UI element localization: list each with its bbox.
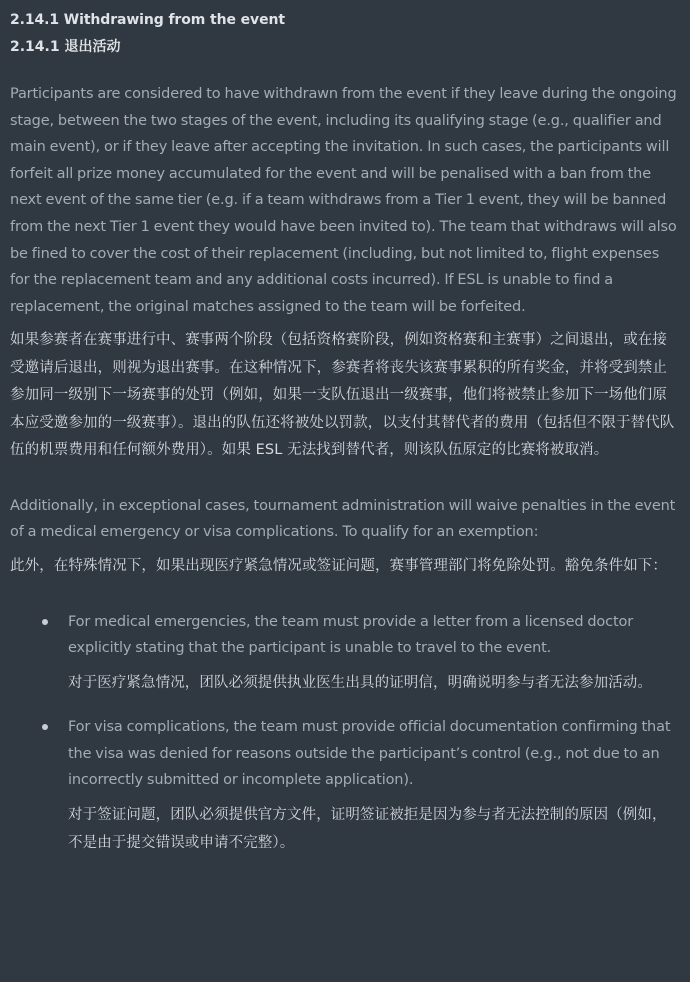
withdrawal-paragraph-en: Participants are considered to have withdrawn from the event if they leave during the ongoing stage, between the two stages of the event, including its qualifying stage (e.g., qualifier and main event), or if they leave after accepting the invitation. In such cases, the participants will forfeit all prize money accumulated for the event and will be penalised with a ban from the next event of the same tier (e.g. if a team withdraws from a Tier 1 event, they will be banned from the next Tier 1 event they would have been invited to). The team that withdraws will also be fined to cover the cost of their replacement (including, but not limited to, flight expenses for the replacement team and any additional costs incurred). If ESL is unable to find a replacement, the original matches assigned to the team will be forfeited. [10, 86, 677, 315]
bullet-dot-icon [42, 619, 48, 625]
visa-exemption-zh: 对于签证问题，团队必须提供官方文件，证明签证被拒是因为参与者无法控制的原因（例如，不是由于提交错误或申请不完整）。 [68, 807, 667, 851]
medical-exemption-zh: 对于医疗紧急情况，团队必须提供执业医生出具的证明信，明确说明参与者无法参加活动。 [68, 674, 652, 691]
exemption-intro-zh: 此外，在特殊情况下，如果出现医疗紧急情况或签证问题，赛事管理部门将免除处罚。豁免条件如下： [10, 558, 667, 575]
list-item-visa [68, 714, 680, 857]
exemption-list [10, 609, 680, 857]
bullet-dot-icon [42, 724, 48, 730]
withdrawal-paragraph-zh: 如果参赛者在赛事进行中、赛事两个阶段（包括资格赛阶段，例如资格赛和主赛事）之间退出，或在接受邀请后退出，则视为退出赛事。在这种情况下，参赛者将丧失该赛事累积的所有奖金，并将受到禁止参加同一级别下一场赛事的处罚（例如，如果一支队伍退出一级赛事，他们将被禁止参加下一场他们原本应受邀参加的一级赛事）。退出的队伍还将被处以罚款，以支付其替代者的费用（包括但不限于替代队伍的机票费用和任何额外费用）。如果 ESL 无法找到替代者，则该队伍原定的比赛将被取消。 [10, 332, 675, 459]
exemption-intro-en: Additionally, in exceptional cases, tournament administration will waive penalties in the event of a medical emergency or visa complications. To qualify for an exemption: [10, 497, 676, 541]
section-heading-en: 2.14.1 Withdrawing from the event [10, 12, 285, 28]
section-heading-zh: 2.14.1 退出活动 [10, 39, 121, 55]
medical-exemption-en: For medical emergencies, the team must provide a letter from a licensed doctor explicitly stating that the participant is unable to travel to the event. [68, 613, 634, 657]
visa-exemption-en: For visa complications, the team must provide official documentation confirming that the visa was denied for reasons outside the participant’s control (e.g., not due to an incorrectly submitted or incomplete application). [68, 719, 671, 789]
list-item-medical [68, 609, 680, 698]
